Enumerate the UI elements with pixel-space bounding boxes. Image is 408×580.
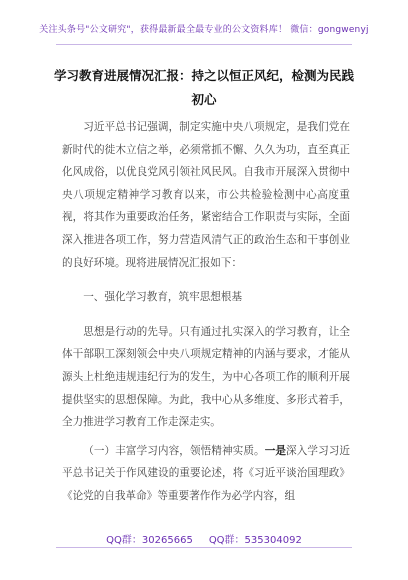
subsection-1-text: 深入学习习近平总书记关于作风建设的重要论述，将《习近平谈治国理政》《论党的自我革命》等重要著作作为必学内容，组 — [62, 444, 351, 502]
footer-divider — [56, 547, 352, 548]
header-note: 关注头条号"公文研究"，获得最新最全最专业的公文资料库！ 微信：gongwenyj — [39, 25, 369, 35]
subsection-1-lead: 一是 — [264, 444, 287, 457]
section-1-paragraph: 思想是行动的先导。只有通过扎实深入的学习教育，让全体干部职工深刻领会中央八项规定精神的内涵与要求，才能从源头上杜绝违规违纪行为的发生，为中心各项工作的顺利开展提供坚实的思想保障。为此，我中心从多维度、多形式着手，全力推进学习教育工作走深走实。 — [62, 325, 350, 429]
header-divider — [56, 44, 352, 45]
document-body — [62, 116, 350, 508]
subsection-1-paragraph — [62, 440, 350, 508]
section-1-heading: 一、强化学习教育，筑牢思想根基 — [83, 291, 243, 304]
footer-qq-group-1: QQ群：30265665 — [106, 535, 193, 546]
footer-contacts — [0, 531, 408, 546]
intro-paragraph: 习近平总书记强调，制定实施中央八项规定，是我们党在新时代的徙木立信之举，必须常抓不懈、久久为功，直至真正化风成俗，以优良党风引领社风民风。自我市开展深入贯彻中央八项规定精神学习教育以来，市公共检验检测中心高度重视，将其作为重要政治任务，紧密结合工作职责与实际，全面深入推进各项工作，努力营造风清气正的政治生态和干事创业的良好环境。现将进展情况汇报如下： — [62, 121, 350, 269]
footer-qq-group-2: QQ群：535304092 — [208, 535, 302, 546]
document-title: 学习教育进展情况汇报：持之以恒正风纪，检测为民践初心 — [53, 68, 354, 107]
subsection-1-heading: （一）丰富学习内容，领悟精神实质。 — [83, 444, 265, 457]
